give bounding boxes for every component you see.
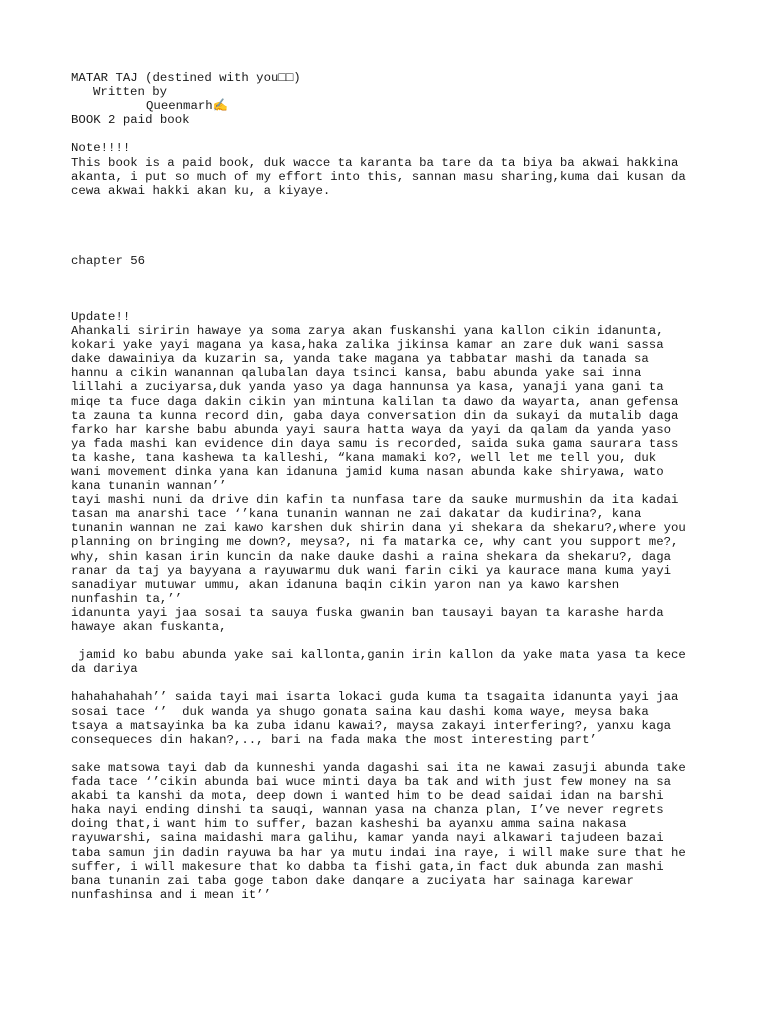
body-line: planning on bringing me down?, meysa?, ni fa matarka ce, why cant you support me?, [71, 535, 679, 550]
body-line: suffer, i will makesure that ko dabba ta fishi gata,in fact duk abunda zan mashi [71, 859, 664, 874]
body-line: sake matsowa tayi dab da kunneshi yanda dagashi sai ita ne kawai zasuji abunda take [71, 760, 686, 775]
body-line: wani movement dinka yana kan idanuna jamid kuma nasan abunda kake shiryawa, wato [71, 464, 664, 479]
body-line: da dariya [71, 662, 138, 677]
body-line: ya fada mashi kan evidence din daya samu is recorded, saida suka gama saurara tass [71, 436, 679, 451]
body-line: taba samun jin dadin rayuwa ba har ya mutu indai ina raye, i will make sure that he [71, 845, 686, 860]
note-section [71, 141, 711, 197]
body-line: why, shin kasan irin kuncin da nake dauke dashi a raina shekara da shekaru?, daga [71, 549, 672, 564]
paragraph [71, 648, 711, 676]
body-line: tsaya a matsayinka ba ka zuba idanu kawai?, maysa zakayi interfering?, yanxu kaga [71, 718, 672, 733]
body-line: lillahi a zuciyarsa,duk yanda yaso ya daga hannunsa ya kasa, yanaji yana gani ta [71, 380, 664, 395]
body-line: bana tunanin zai taba goge tabon dake danqare a zuciyata har sainaga karewar [71, 873, 634, 888]
body-line: dake dawainiya da kuzarin sa, yanda take magana ya tabbatar mashi da tanada sa [71, 352, 649, 367]
body-line: tunanin wannan ne zai kawo karshen duk shirin dana yi shekara da shekaru?,where you [71, 521, 686, 536]
body-line: miqe ta fuce daga dakin cikin yan mintuna kalilan ta dawo da wayarta, anan gefensa [71, 394, 679, 409]
body-line: hawaye akan fuskanta, [71, 620, 227, 634]
body-line: consequeces din hakan?,.., bari na fada maka the most interesting part’ [71, 732, 597, 747]
document-header [71, 71, 711, 127]
body-line: ta zauna ta kunna record din, gaba daya conversation din da sukayi da mutalib daga [71, 408, 679, 423]
document-page [71, 71, 711, 902]
body-line: rayuwarshi, saina maidashi mara galihu, kamar yanda nayi alkawari tajudeen bazai [71, 831, 664, 846]
update-heading: Update!! [71, 309, 131, 324]
note-line: akanta, i put so much of my effort into this, sannan masu sharing,kuma dai kusan da [71, 169, 686, 184]
body-line: doing that,i want him to suffer, bazan kasheshi ba ayanxu amma saina nakasa [71, 817, 627, 832]
book-title: MATAR TAJ (destined with you□□) [71, 71, 301, 85]
body-line: ta kashe, tana kashewa ta kalleshi, “kana mamaki ko?, well let me tell you, duk [71, 450, 657, 465]
body-line: ranar da taj ya bayyana a rayuwarmu duk wani farin ciki ya kaurace mana kuma yayi [71, 563, 672, 578]
body-line: Ahankali siririn hawaye ya soma zarya akan fuskanshi yana kallon cikin idanunta, [71, 324, 664, 339]
chapter-body [71, 310, 711, 902]
body-line: haka nayi ending dinshi ta sauqi, wannan yasa na chanza plan, I’ve never regrets [71, 803, 664, 818]
body-line: tayi mashi nuni da drive din kafin ta nunfasa tare da sauke murmushin da ita kadai [71, 493, 679, 508]
body-line: fada tace ‘’cikin abunda bai wuce minti daya ba tak and with just few money na sa [71, 775, 672, 790]
body-line: sanadiyar mutuwar ummu, akan idanuna baqin cikin yaron nan ya kawo karshen [71, 577, 620, 592]
body-line: tasan ma anarshi tace ‘’kana tunanin wannan ne zai dakatar da kudirina?, kana [71, 507, 642, 522]
body-line: akabi ta kanshi da mota, deep down i wanted him to be dead saidai idan na barshi [71, 789, 664, 804]
body-line: nunfashinsa and i mean it’’ [71, 887, 272, 902]
body-line: hannu a cikin wanannan qalubalan daya tsinci kansa, babu abunda yake sai inna [71, 366, 642, 381]
written-by-label: Written by [93, 85, 168, 100]
paragraph [71, 690, 711, 746]
body-line: jamid ko babu abunda yake sai kallonta,ganin irin kallon da yake mata yasa ta kece [71, 648, 686, 663]
body-line: hahahahahah’’ saida tayi mai isarta lokaci guda kuma ta tsagaita idanunta yayi jaa [71, 690, 679, 705]
body-line: nunfashin ta,’’ [71, 591, 183, 606]
body-line: farko har karshe babu abunda yayi saura hatta waya da yayi da qalam da yanda yaso [71, 422, 672, 437]
body-line: sosai tace ‘’ duk wanda ya shugo gonata saina kau dashi koma waye, meysa baka [71, 704, 649, 719]
body-line: kokari yake yayi magana ya kasa,haka zalika jikinsa kamar an zare duk wani sassa [71, 338, 664, 353]
chapter-heading: chapter 56 [71, 253, 146, 268]
note-heading: Note!!!! [71, 141, 131, 156]
note-line: cewa akwai hakki akan ku, a kiyaye. [71, 183, 331, 198]
author-name: Queenmarh✍️ [146, 99, 229, 114]
book-info: BOOK 2 paid book [71, 113, 190, 128]
body-line: idanunta yayi jaa sosai ta sauya fuska gwanin ban tausayi bayan ta karashe harda [71, 605, 664, 620]
paragraph [71, 761, 711, 902]
body-line: kana tunanin wannan’’ [71, 479, 227, 494]
paragraph [71, 324, 711, 634]
note-line: This book is a paid book, duk wacce ta karanta ba tare da ta biya ba akwai hakkina [71, 155, 679, 170]
